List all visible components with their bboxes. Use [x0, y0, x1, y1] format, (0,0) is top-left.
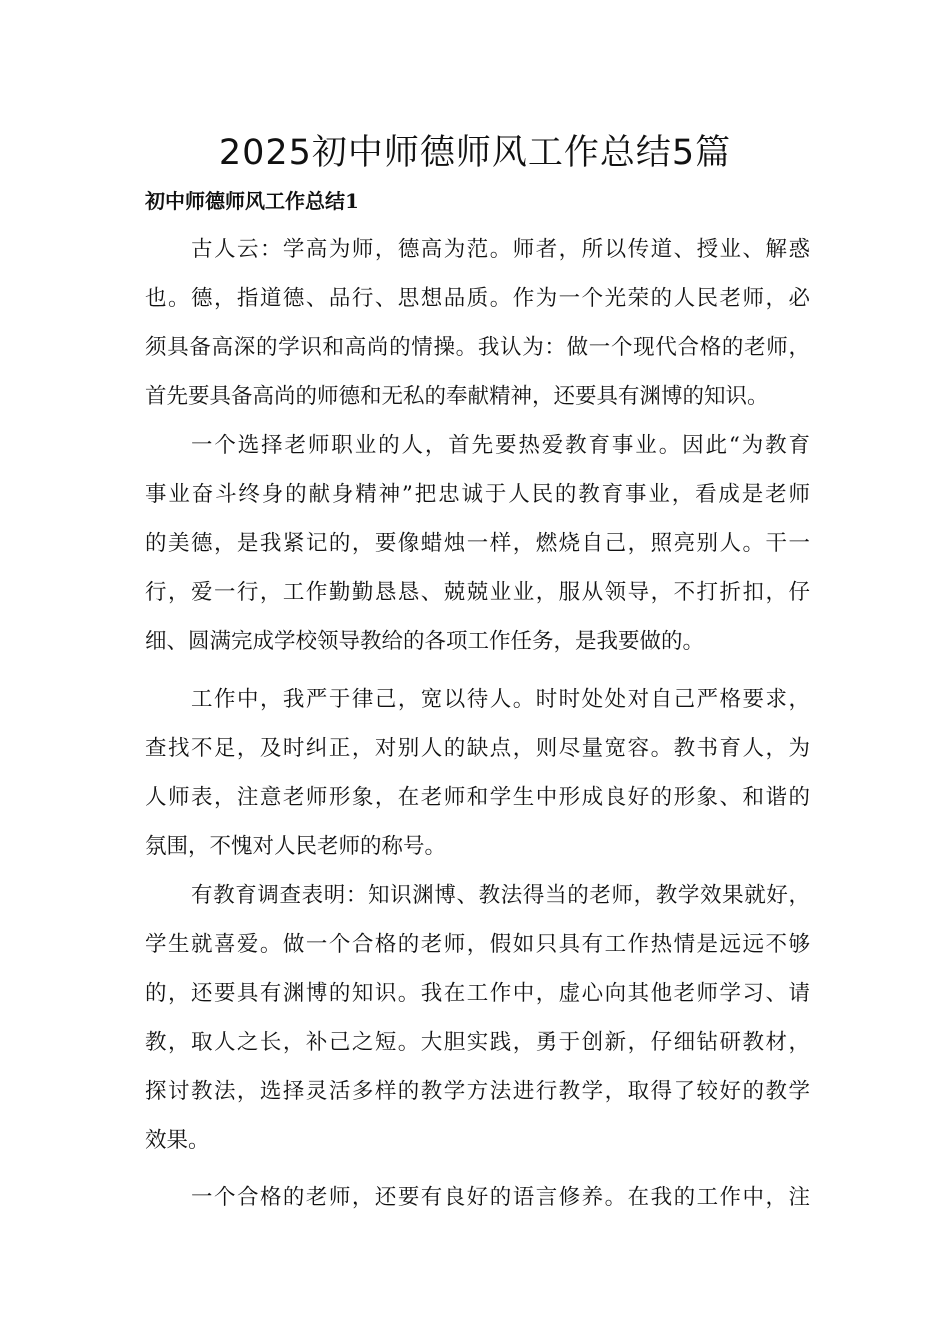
paragraph-line: 学生就喜爱。做一个合格的老师，假如只具有工作热情是远远不够	[145, 932, 810, 957]
paragraph-line: 的美德，是我紧记的，要像蜡烛一样，燃烧自己，照亮别人。干一	[145, 531, 810, 556]
paragraph-line: 一个合格的老师，还要有良好的语言修养。在我的工作中，注	[191, 1185, 810, 1210]
paragraph-line: 工作中，我严于律己，宽以待人。时时处处对自己严格要求，	[191, 687, 810, 712]
paragraph-line: 行，爱一行，工作勤勤恳恳、兢兢业业，服从领导，不打折扣，仔	[145, 580, 810, 605]
paragraph-line: 也。德，指道德、品行、思想品质。作为一个光荣的人民老师，必	[145, 286, 810, 311]
paragraph-line: 探讨教法，选择灵活多样的教学方法进行教学，取得了较好的教学	[145, 1079, 810, 1104]
paragraph-line: 教，取人之长，补己之短。大胆实践，勇于创新，仔细钻研教材，	[145, 1030, 810, 1055]
paragraph-line: 人师表，注意老师形象，在老师和学生中形成良好的形象、和谐的	[145, 785, 810, 810]
paragraph-line: 有教育调查表明：知识渊博、教法得当的老师，教学效果就好，	[191, 883, 810, 908]
paragraph-line: 首先要具备高尚的师德和无私的奉献精神，还要具有渊博的知识。	[145, 384, 769, 409]
paragraph-line: 查找不足，及时纠正，对别人的缺点，则尽量宽容。教书育人，为	[145, 736, 810, 761]
paragraph-line: 一个选择老师职业的人，首先要热爱教育事业。因此“为教育	[191, 433, 810, 458]
paragraph-line: 古人云：学高为师，德高为范。师者，所以传道、授业、解惑	[191, 237, 810, 262]
section-heading: 初中师德师风工作总结1	[145, 189, 359, 213]
paragraph-line: 事业奋斗终身的献身精神”把忠诚于人民的教育事业，看成是老师	[145, 482, 810, 507]
paragraph-line: 氛围，不愧对人民老师的称号。	[145, 834, 447, 859]
paragraph-line: 须具备高深的学识和高尚的情操。我认为：做一个现代合格的老师，	[145, 335, 810, 360]
paragraph-line: 细、圆满完成学校领导教给的各项工作任务，是我要做的。	[145, 629, 705, 654]
paragraph-line: 效果。	[145, 1128, 210, 1153]
paragraph-line: 的，还要具有渊博的知识。我在工作中，虚心向其他老师学习、请	[145, 981, 810, 1006]
document-title: 2025初中师德师风工作总结5篇	[218, 133, 732, 173]
